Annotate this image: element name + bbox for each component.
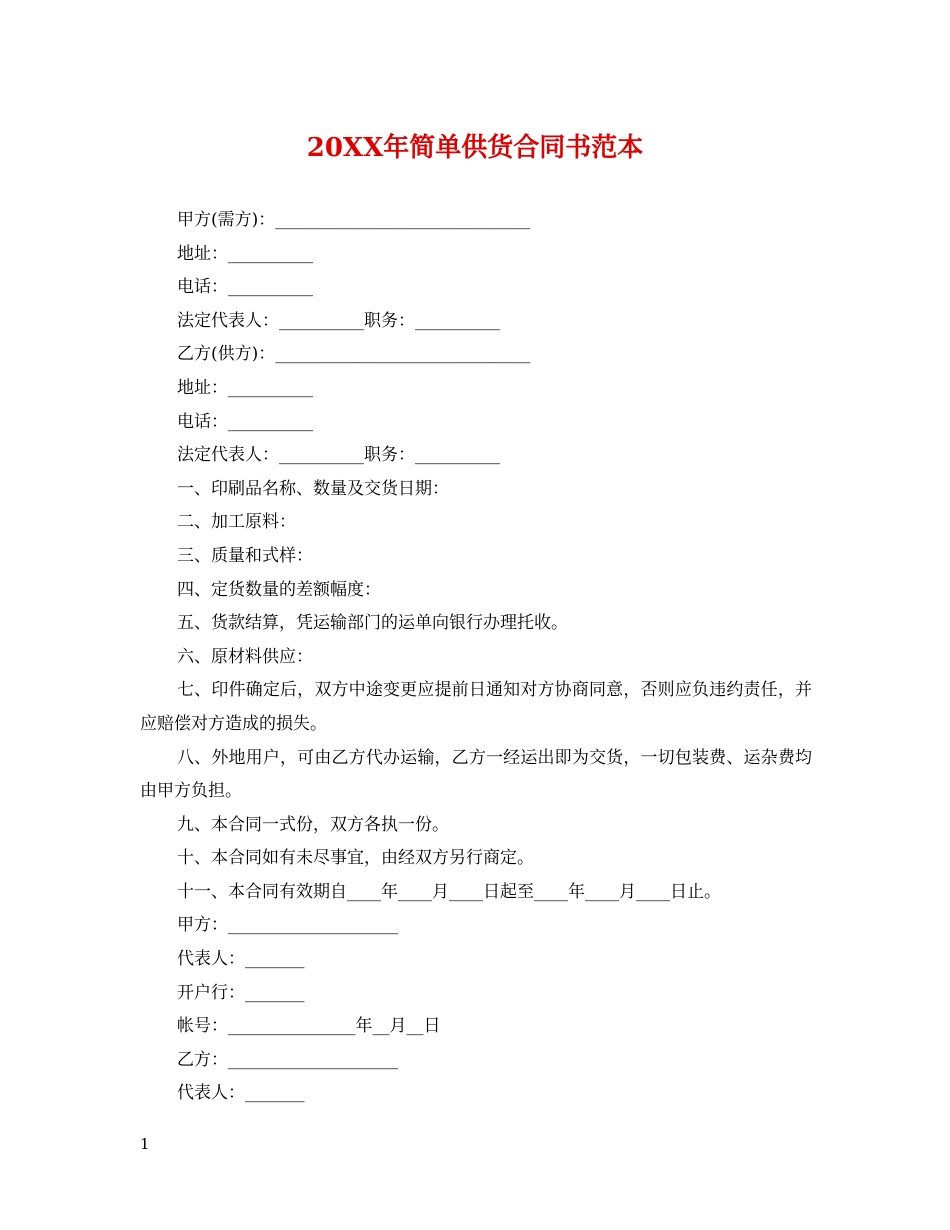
party-a-phone-line: 电话：__________	[177, 277, 313, 298]
signature-party-b-line: 乙方：____________________	[177, 1049, 398, 1070]
party-b-representative-line: 法定代表人：__________职务：__________	[177, 445, 500, 466]
signature-party-a-representative-line: 代表人：_______	[177, 949, 305, 970]
party-b-phone-line: 电话：__________	[177, 411, 313, 432]
clause-3: 三、质量和式样：	[177, 545, 313, 566]
party-a-representative-line: 法定代表人：__________职务：__________	[177, 310, 500, 331]
party-a-address-line: 地址：__________	[177, 243, 313, 264]
party-b-address-line: 地址：__________	[177, 377, 313, 398]
document-title: 20XX年简单供货合同书范本	[306, 133, 644, 163]
signature-party-a-line: 甲方：____________________	[177, 915, 398, 936]
clause-4: 四、定货数量的差额幅度：	[177, 579, 381, 600]
signature-bank-line: 开户行：_______	[177, 982, 305, 1003]
clause-9: 九、本合同一式份，双方各执一份。	[177, 814, 449, 835]
document-body	[140, 204, 812, 1111]
clause-7: 七、印件确定后，双方中途变更应提前日通知对方协商同意，否则应负违约责任，并应赔偿对方造成的损失。	[140, 680, 812, 734]
party-a-name-line: 甲方(需方)：______________________________	[177, 210, 531, 230]
clause-1: 一、印刷品名称、数量及交货日期：	[177, 478, 449, 499]
clause-5: 五、货款结算，凭运输部门的运单向银行办理托收。	[177, 613, 568, 634]
party-b-name-line: 乙方(供方)：______________________________	[177, 344, 531, 365]
signature-party-b-representative-line: 代表人：_______	[177, 1083, 305, 1104]
clause-6: 六、原材料供应：	[177, 646, 313, 667]
clause-10: 十、本合同如有未尽事宜，由经双方另行商定。	[177, 848, 534, 869]
clause-2: 二、加工原料：	[177, 512, 296, 533]
clause-11: 十一、本合同有效期自____年____月____日起至____年____月____日止。	[177, 881, 721, 902]
clause-8: 八、外地用户，可由乙方代办运输，乙方一经运出即为交货，一切包装费、运杂费均由甲方负担。	[140, 747, 812, 802]
signature-account-date-line: 帐号：_______________年__月__日	[177, 1016, 441, 1037]
page-number: 1	[140, 1135, 150, 1153]
